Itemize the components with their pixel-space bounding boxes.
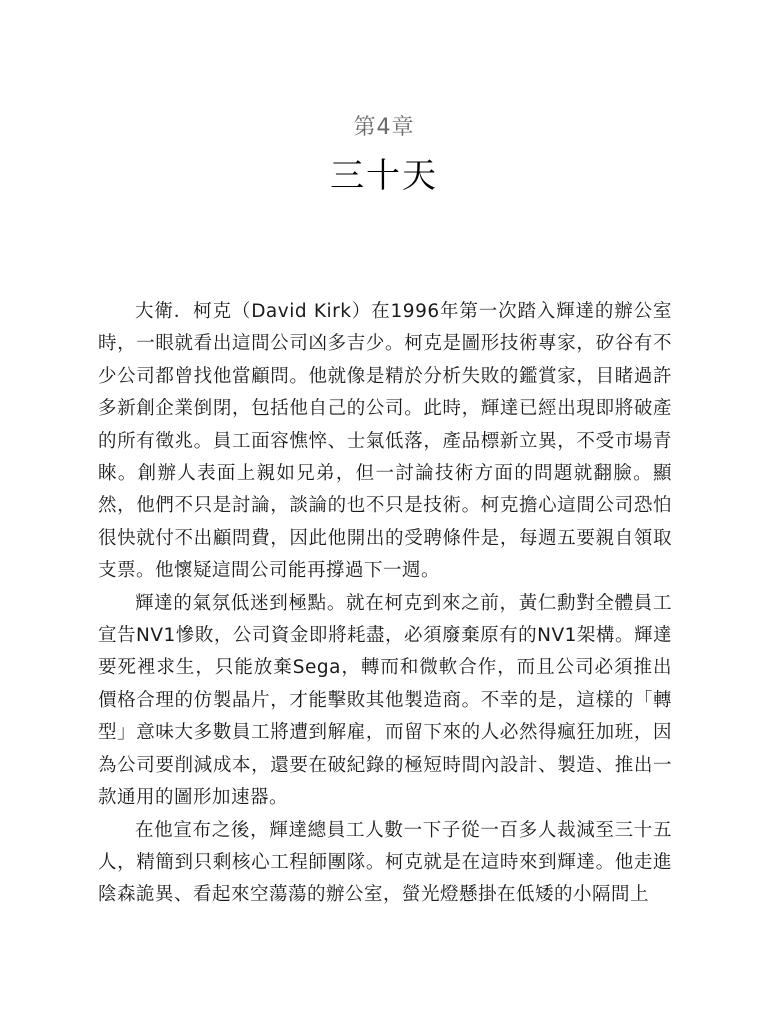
chapter-title: 三十天 [330, 156, 438, 196]
chapter-number: 第4章 [353, 115, 415, 140]
body-text [98, 296, 672, 912]
paragraph-3: 在他宣布之後，輝達總員工人數一下子從一百多人裁減至三十五人，精簡到只剩核心工程師團隊。柯克就是在這時來到輝達。他走進陰森詭異、看起來空蕩蕩的辦公室，螢光燈懸掛在低矮的小隔間上 [98, 819, 672, 906]
paragraph-2: 輝達的氣氛低迷到極點。就在柯克到來之前，黃仁勳對全體員工宣告NV1慘敗，公司資金即將耗盡，必須廢棄原有的NV1架構。輝達要死裡求生，只能放棄Sega，轉而和微軟合作，而且公司必須推出價格合理的仿製晶片，才能擊敗其他製造商。不幸的是，這樣的「轉型」意味大多數員工將遭到解雇，而留下來的人必然得瘋狂加班，因為公司要削減成本，還要在破紀錄的極短時間內設計、製造、推出一款通用的圖形加速器。 [98, 592, 672, 809]
paragraph-1: 大衛．柯克（David Kirk）在1996年第一次踏入輝達的辦公室時，一眼就看出這間公司凶多吉少。柯克是圖形技術專家，矽谷有不少公司都曾找他當顧問。他就像是精於分析失敗的鑑賞家，目睹過許多新創企業倒閉，包括他自己的公司。此時，輝達已經出現即將破產的所有徵兆。員工面容憔悴、士氣低落，產品標新立異，不受市場青睞。創辦人表面上親如兄弟，但一討論技術方面的問題就翻臉。顯然，他們不只是討論，談論的也不只是技術。柯克擔心這間公司恐怕很快就付不出顧問費，因此他開出的受聘條件是，每週五要親自領取支票。他懷疑這間公司能再撐過下一週。 [98, 301, 672, 582]
